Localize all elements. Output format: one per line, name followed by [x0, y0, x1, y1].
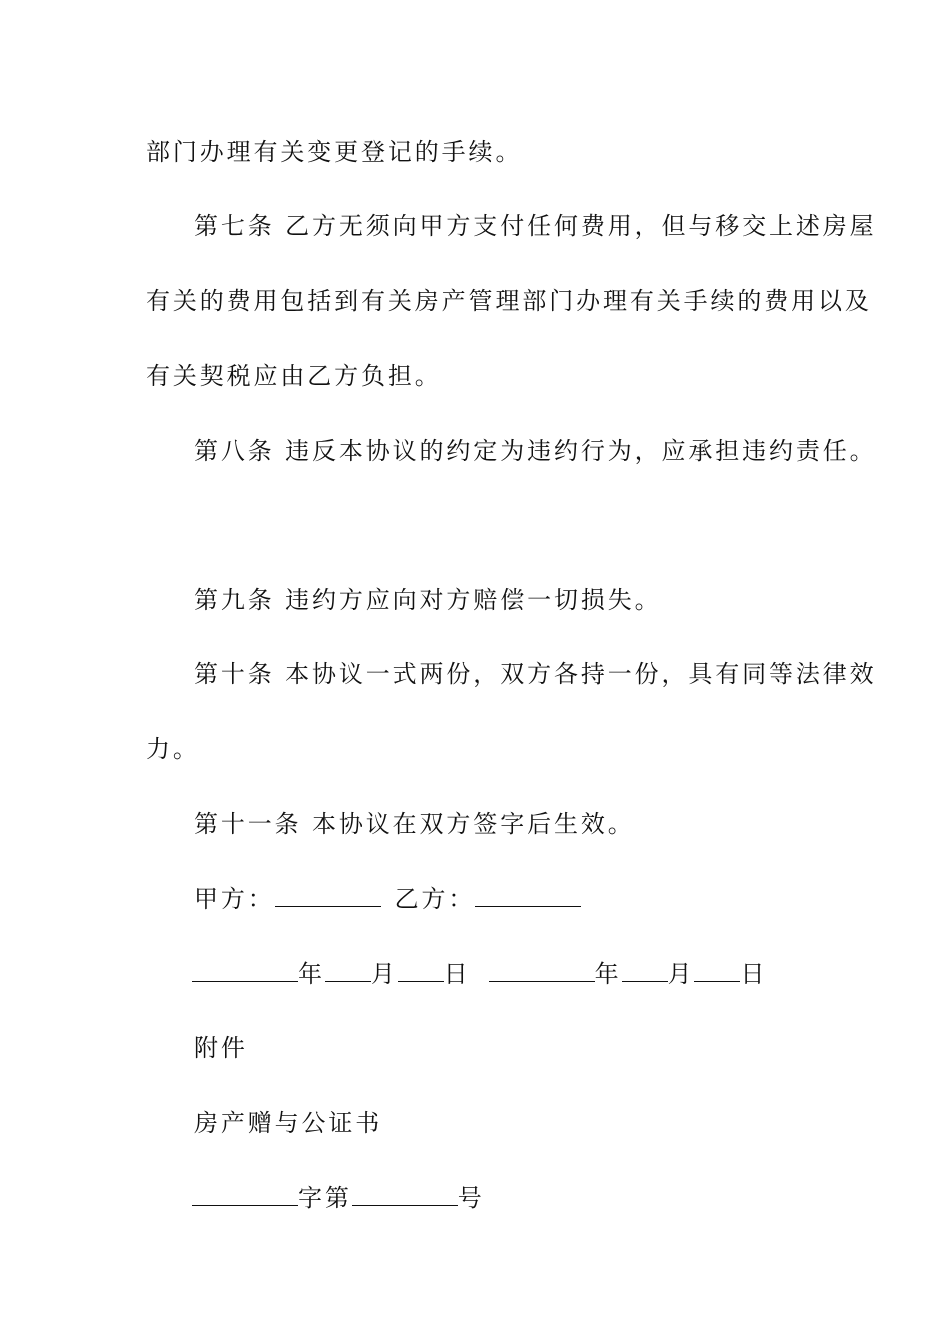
article-9-line: 第九条 违约方应向对方赔偿一切损失。	[194, 586, 662, 614]
attachment-label: 附件	[194, 1034, 248, 1062]
certificate-number-line	[192, 1183, 485, 1213]
day-blank[interactable]	[398, 959, 444, 982]
hao-label: 号	[457, 1184, 485, 1212]
zi-blank[interactable]	[192, 1183, 298, 1206]
signature-line	[194, 884, 581, 914]
year-label: 年	[594, 960, 622, 988]
number-blank[interactable]	[352, 1183, 458, 1206]
paragraph-line: 力。	[146, 735, 200, 763]
article-7-line: 第七条 乙方无须向甲方支付任何费用，但与移交上述房屋	[194, 212, 877, 240]
article-11-line: 第十一条 本协议在双方签字后生效。	[194, 810, 635, 838]
year-label: 年	[298, 960, 325, 988]
paragraph-line: 有关的费用包括到有关房产管理部门办理有关手续的费用以及	[146, 287, 872, 315]
month-blank[interactable]	[325, 959, 371, 982]
day-label: 日	[443, 960, 471, 988]
zi-di-label: 字第	[298, 1184, 352, 1212]
party-a-blank[interactable]	[275, 884, 381, 907]
article-10-line: 第十条 本协议一式两份，双方各持一份，具有同等法律效	[194, 660, 877, 688]
party-b-blank[interactable]	[475, 884, 581, 907]
month-label: 月	[667, 960, 695, 988]
month-blank[interactable]	[622, 959, 668, 982]
party-b-label: 乙方：	[394, 885, 476, 913]
month-label: 月	[370, 960, 398, 988]
party-a-label: 甲方：	[194, 885, 275, 913]
year-blank[interactable]	[192, 959, 298, 982]
date-line	[192, 959, 767, 989]
year-blank[interactable]	[489, 959, 595, 982]
article-8-line: 第八条 违反本协议的约定为违约行为，应承担违约责任。	[194, 437, 877, 465]
paragraph-line: 有关契税应由乙方负担。	[146, 362, 442, 390]
attachment-title: 房产赠与公证书	[194, 1109, 383, 1137]
paragraph-line: 部门办理有关变更登记的手续。	[146, 138, 523, 166]
day-blank[interactable]	[694, 959, 740, 982]
day-label: 日	[740, 960, 768, 988]
